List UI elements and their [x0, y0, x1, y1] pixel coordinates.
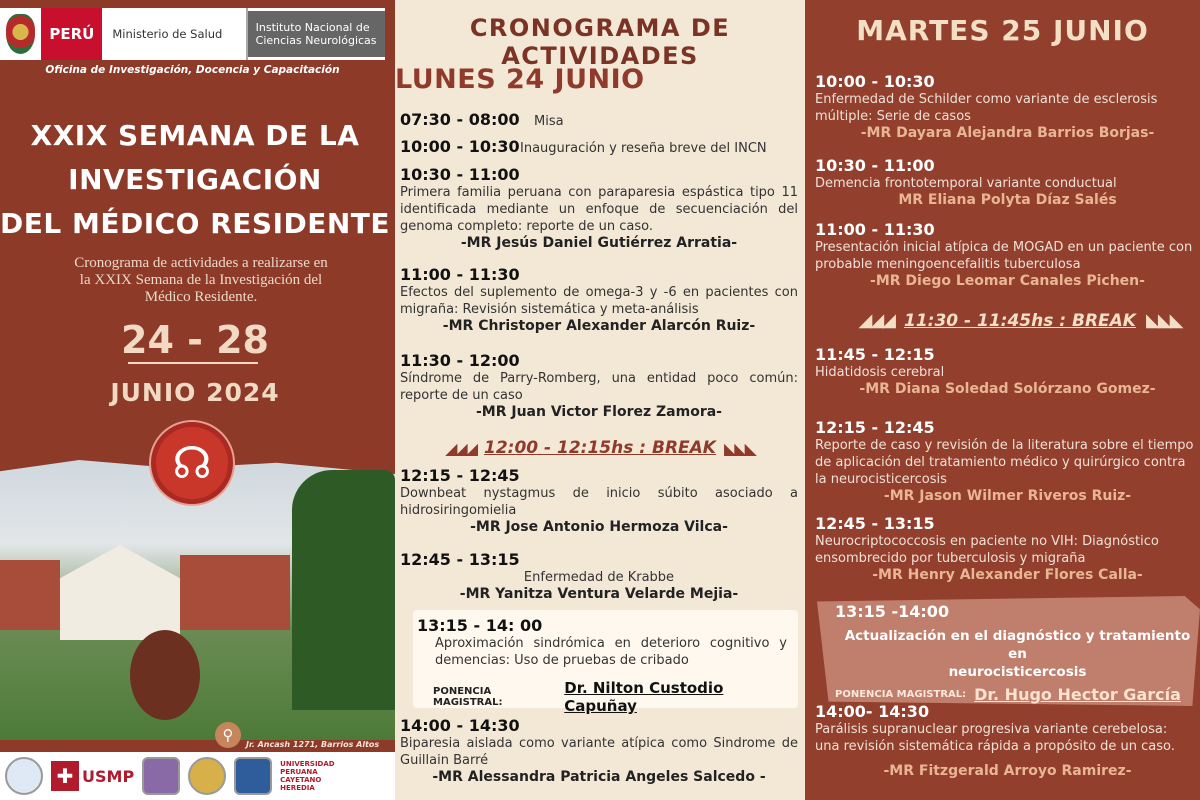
schedule-item	[400, 137, 798, 157]
schedule-title: CRONOGRAMA DE ACTIVIDADES	[469, 14, 731, 70]
schedule-item	[815, 702, 1200, 779]
item-speaker: -MR Diana Soledad Solórzano Gomez-	[859, 381, 1156, 397]
peru-label: PERÚ	[41, 8, 102, 60]
item-speaker: -MR Christoper Alexander Alarcón Ruiz-	[442, 318, 756, 334]
event-poster-panel	[0, 0, 395, 800]
item-desc: Presentación inicial atípica de MOGAD en un paciente con	[815, 240, 1193, 255]
schedule-item	[400, 265, 798, 334]
item-speaker: -MR Fitzgerald Arroyo Ramirez-	[883, 763, 1132, 779]
neurology-society-icon	[234, 757, 272, 795]
usmp-logo	[51, 761, 134, 791]
tuesday-schedule-panel	[805, 0, 1200, 800]
item-desc: de aplicación del tratamiento médico y quirúrgico contra	[815, 455, 1186, 470]
break-arrows-icon: ◣◣◣	[723, 438, 755, 458]
item-desc: Parálisis supranuclear progresiva variante cerebelosa:	[815, 722, 1168, 737]
keynote-speaker: Dr. Hugo Hector García	[974, 685, 1181, 704]
item-speaker: -MR Jason Wilmer Riveros Ruiz-	[883, 488, 1132, 504]
day-title-monday: LUNES 24 JUNIO	[395, 64, 645, 95]
item-speaker: -MR Henry Alexander Flores Calla-	[872, 567, 1143, 583]
schedule-item	[815, 345, 1200, 397]
item-time: 12:15 - 12:45	[815, 418, 935, 437]
peru-crest-icon	[6, 14, 35, 54]
partner-crest-icon	[188, 757, 226, 795]
break-banner	[425, 438, 775, 458]
item-time: 12:45 - 13:15	[400, 550, 520, 569]
item-desc: Enfermedad de Krabbe	[523, 570, 675, 585]
item-desc: Hidatidosis cerebral	[815, 365, 945, 380]
item-time: 11:00 - 11:30	[815, 220, 935, 239]
break-arrows-icon: ◢◢◢	[858, 310, 895, 331]
partner-shield-icon	[142, 757, 180, 795]
item-time: 11:45 - 12:15	[815, 345, 935, 364]
schedule-item	[400, 110, 798, 130]
break-banner	[845, 310, 1195, 331]
institute-label: Instituto Nacional de Ciencias Neurológicas	[248, 11, 385, 57]
item-desc: neurocisticercosis	[948, 664, 1087, 680]
item-desc: Síndrome de Parry-Romberg, una entidad poco común: reporte de un caso	[400, 371, 798, 403]
schedule-item	[400, 550, 798, 602]
item-time: 10:00 - 10:30	[400, 137, 520, 156]
institution-logo-bar	[0, 8, 385, 60]
break-arrows-icon: ◣◣◣	[1145, 310, 1182, 331]
item-time: 14:00 - 14:30	[400, 716, 520, 735]
item-desc: Inauguración y reseña breve del INCN	[520, 141, 767, 156]
item-desc: Misa	[534, 114, 564, 129]
item-desc: Demencia frontotemporal variante conductual	[815, 176, 1117, 191]
schedule-item	[400, 165, 798, 251]
title-line: INVESTIGACIÓN	[68, 163, 322, 196]
item-time: 11:00 - 11:30	[400, 265, 520, 284]
event-month: JUNIO 2024	[110, 378, 280, 407]
monday-schedule-panel	[395, 0, 805, 800]
photo-building-left	[0, 560, 60, 630]
item-desc: probable meningoencefalitis tuberculosa	[815, 257, 1081, 272]
item-speaker: -MR Jose Antonio Hermoza Vilca-	[470, 519, 728, 535]
item-speaker: -MR Jesús Daniel Gutiérrez Arratia-	[460, 235, 738, 251]
item-speaker: -MR Diego Leomar Canales Pichen-	[870, 273, 1145, 289]
item-time: 12:45 - 13:15	[815, 514, 935, 533]
item-desc: múltiple: Serie de casos	[815, 109, 971, 124]
usmp-label: USMP	[82, 766, 135, 786]
day-title-tuesday: MARTES 25 JUNIO	[856, 14, 1149, 47]
event-title	[0, 114, 390, 246]
keynote-speaker: Dr. Nilton Custodio Capuñay	[564, 679, 724, 715]
item-speaker: MR Eliana Polyta Díaz Salés	[898, 192, 1117, 208]
item-desc: la neurocisticercosis	[815, 472, 947, 487]
item-desc: Downbeat nystagmus de inicio súbito asociado a hidrosiringomielia	[400, 486, 798, 518]
item-desc: Enfermedad de Schilder como variante de esclerosis	[815, 92, 1158, 107]
usmp-cross-icon: ✚	[51, 761, 79, 791]
item-time: 12:15 - 12:45	[400, 466, 520, 485]
item-time: 10:30 - 11:00	[815, 156, 935, 175]
location-pin-icon: ⚲	[215, 722, 241, 748]
keynote-tag: PONENCIA MAGISTRAL:	[433, 686, 503, 708]
item-desc: ensombrecido por tuberculosis y migraña	[815, 551, 1086, 566]
item-time: 14:00- 14:30	[815, 702, 930, 721]
schedule-item	[815, 156, 1200, 208]
item-time: 10:00 - 10:30	[815, 72, 935, 91]
item-desc: Primera familia peruana con paraparesia espástica tipo 11 identificada mediante un enfoque de secuenciación del genoma completo: reporte de un caso.	[400, 185, 798, 234]
brain-head-icon: ☊	[151, 422, 233, 504]
photo-tree	[292, 470, 395, 710]
address: Jr. Ancash 1271, Barrios Altos	[246, 740, 380, 749]
break-label: 11:30 - 11:45hs : BREAK	[904, 310, 1136, 331]
title-line: XXIX SEMANA DE LA	[30, 119, 360, 152]
item-time: 13:15 -14:00	[835, 602, 950, 621]
item-time: 13:15 - 14: 00	[417, 616, 543, 635]
break-label: 12:00 - 12:15hs : BREAK	[484, 438, 716, 458]
keynote-item	[417, 616, 787, 715]
schedule-item	[815, 220, 1200, 289]
partner-seal-icon	[5, 757, 43, 795]
break-arrows-icon: ◢◢◢	[445, 438, 477, 458]
item-desc: una revisión sistemática rápida a propósito de un caso.	[815, 739, 1175, 754]
item-time: 11:30 - 12:00	[400, 351, 520, 370]
item-desc: Aproximación sindrómica en deterioro cognitivo y demencias: Uso de pruebas de cribado	[435, 636, 787, 668]
keynote-item	[835, 602, 1200, 704]
item-desc: Reporte de caso y revisión de la literatura sobre el tiempo	[815, 438, 1194, 453]
schedule-item	[400, 466, 798, 535]
schedule-item	[400, 716, 798, 785]
office-label: Oficina de Investigación, Docencia y Capacitación	[45, 64, 340, 76]
item-speaker: -MR Alessandra Patricia Angeles Salcedo -	[432, 769, 766, 785]
item-desc: Biparesia aislada como variante atípica como Sindrome de Guillain Barré	[400, 736, 798, 768]
keynote-speaker-row	[417, 679, 787, 715]
dates-underline	[128, 362, 258, 364]
item-time: 07:30 - 08:00	[400, 110, 520, 129]
item-speaker: -MR Yanitza Ventura Velarde Mejia-	[459, 586, 739, 602]
item-speaker: -MR Dayara Alejandra Barrios Borjas-	[860, 125, 1155, 141]
schedule-item	[815, 72, 1200, 141]
photo-building-right	[180, 555, 290, 630]
schedule-item	[815, 514, 1200, 583]
item-desc: Actualización en el diagnóstico y tratamiento en	[844, 628, 1191, 662]
cayetano-logo: UNIVERSIDAD PERUANA CAYETANO HEREDIA	[280, 760, 335, 792]
photo-shrub	[130, 630, 200, 720]
event-dates: 24 - 28	[121, 318, 269, 362]
ministry-label: Ministerio de Salud	[102, 8, 247, 60]
partner-logos	[0, 752, 395, 800]
item-time: 10:30 - 11:00	[400, 165, 520, 184]
keynote-tag: PONENCIA MAGISTRAL:	[835, 689, 967, 700]
title-line: DEL MÉDICO RESIDENTE	[0, 207, 391, 240]
event-description: Cronograma de actividades a realizarse en la XXIX Semana de la Investigación del Médico Residente.	[74, 255, 328, 305]
item-speaker: -MR Juan Victor Florez Zamora-	[475, 404, 722, 420]
item-desc: Efectos del suplemento de omega-3 y -6 en pacientes con migraña: Revisión sistemática y meta-análisis	[400, 285, 798, 317]
schedule-item	[815, 418, 1200, 504]
schedule-item	[400, 351, 798, 420]
item-desc: Neurocriptococcosis en paciente no VIH: Diagnóstico	[815, 534, 1159, 549]
